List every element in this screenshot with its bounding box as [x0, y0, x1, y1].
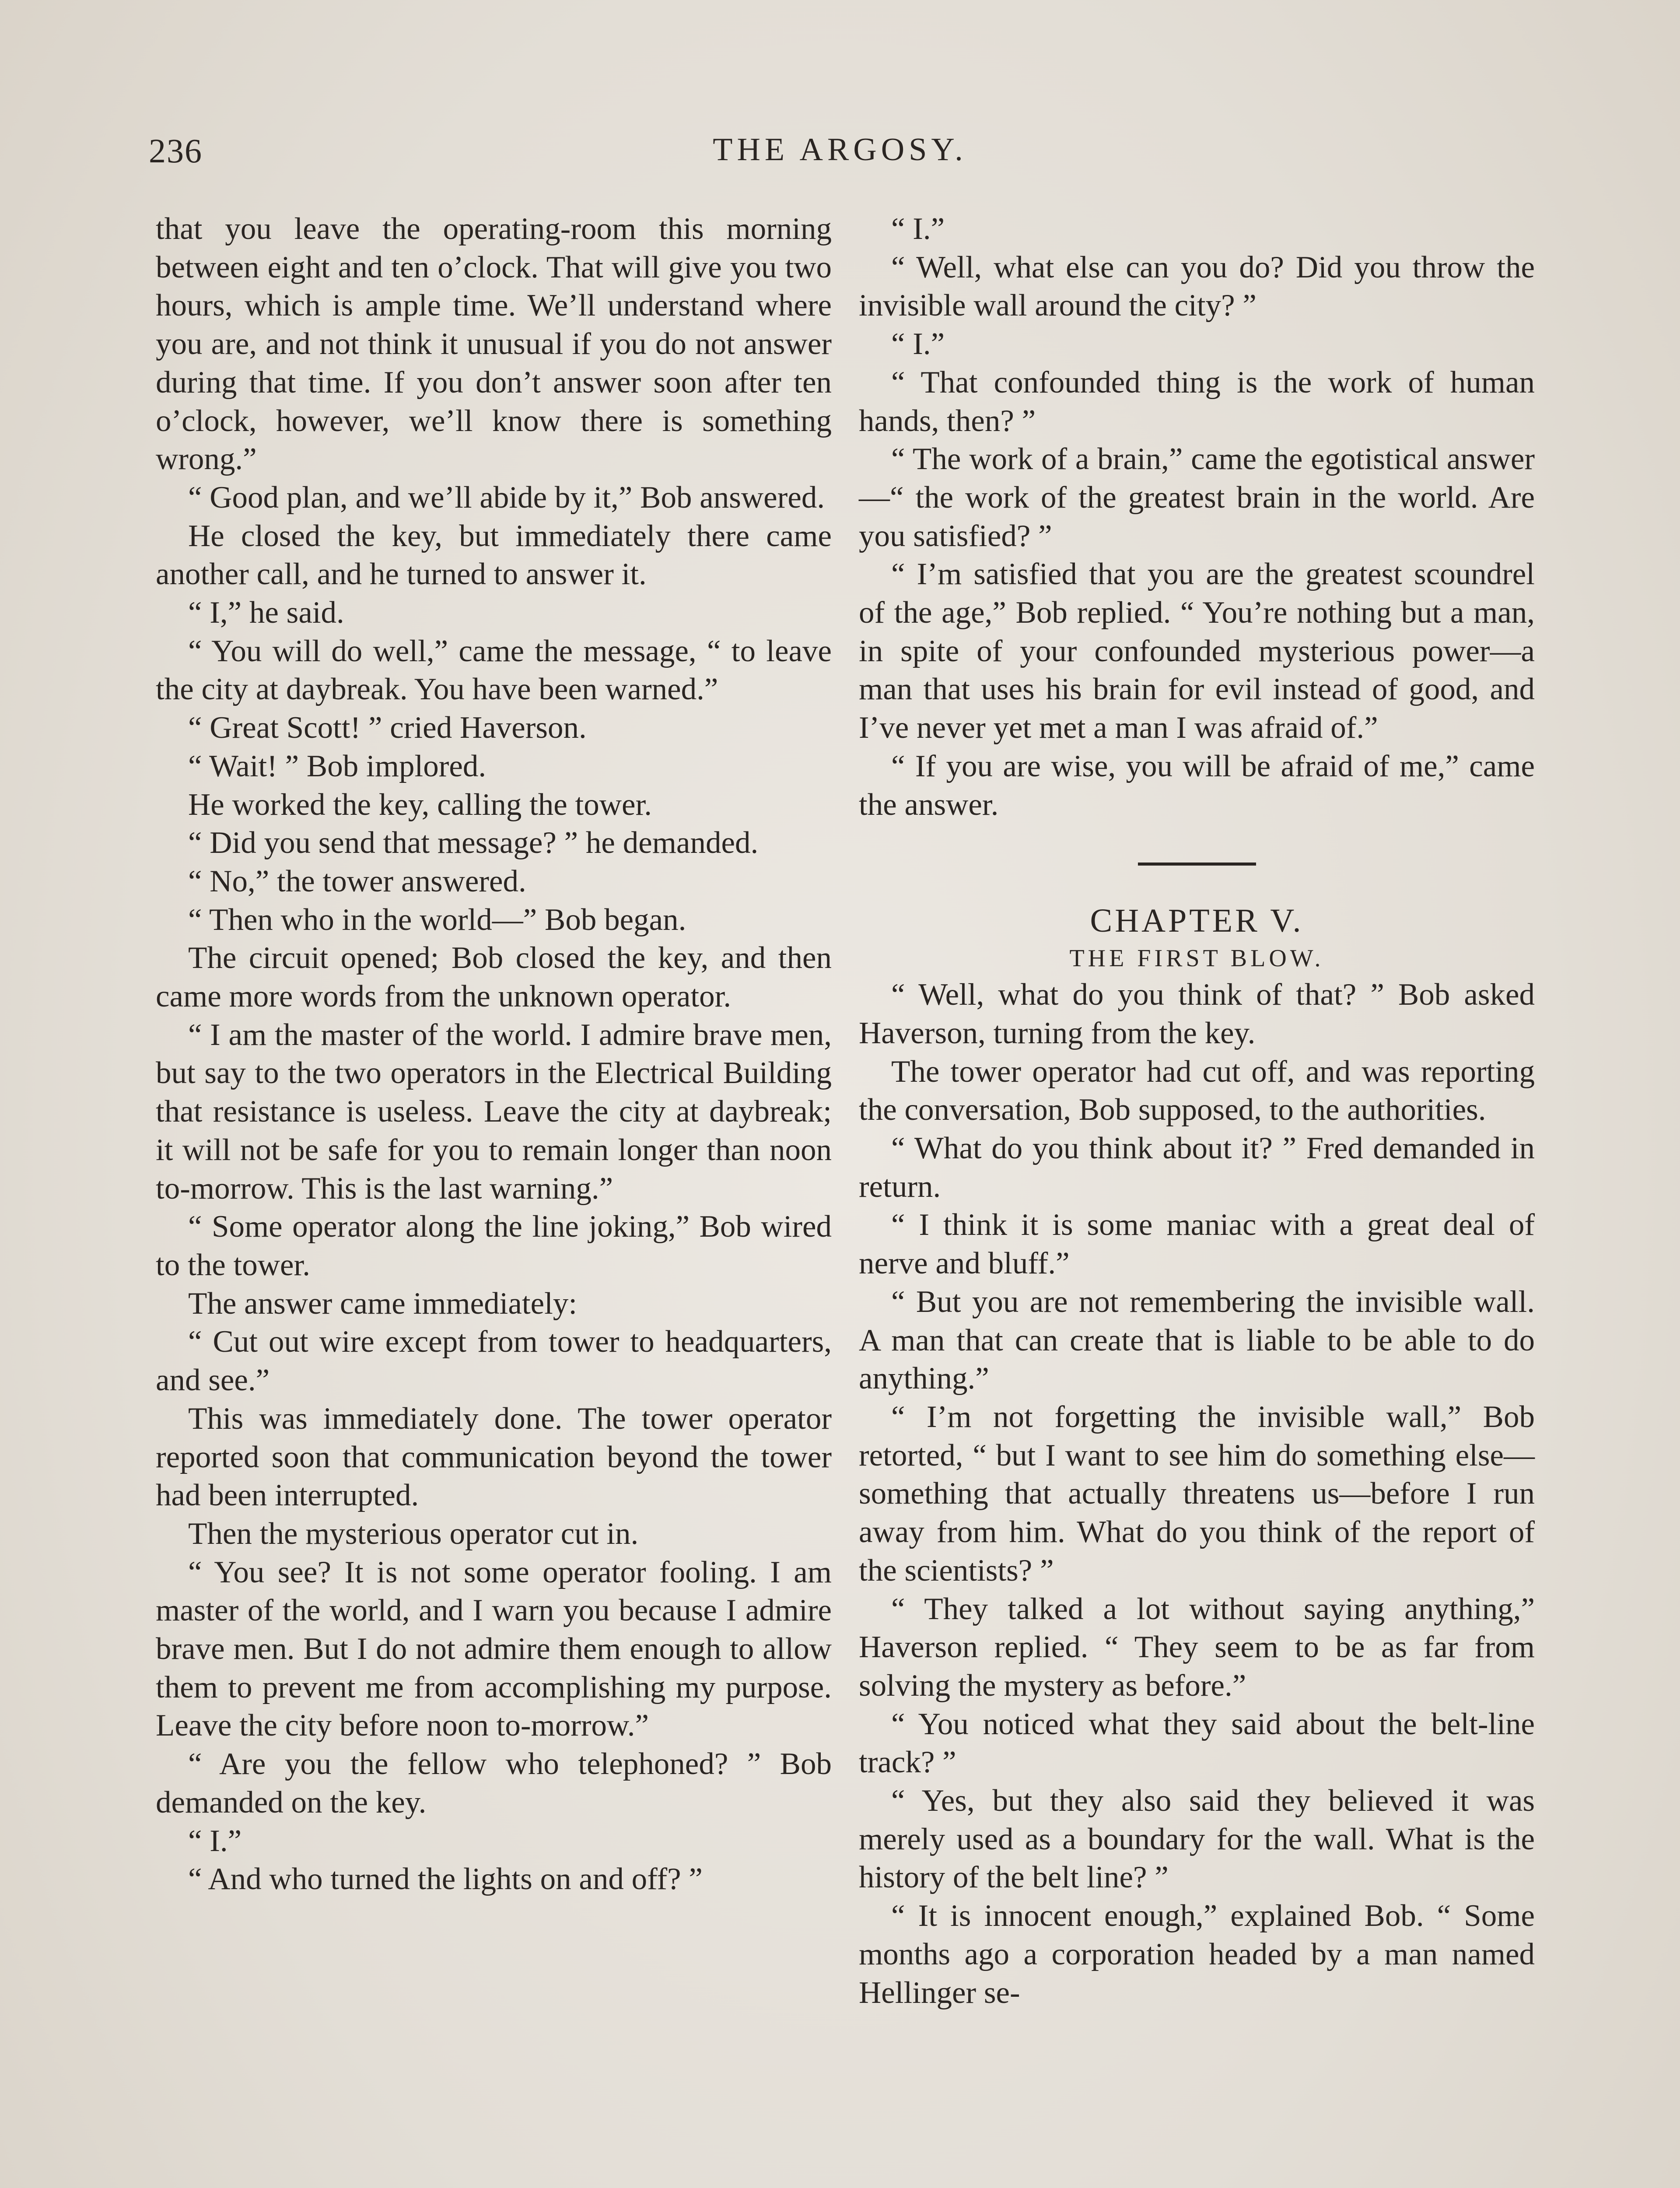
paragraph: “ You noticed what they said about the belt-line track? ” — [859, 1707, 1535, 1780]
paragraph: “ I.” — [891, 327, 945, 361]
paragraph: “ I am the master of the world. I admire brave men, but say to the two operators in the Electrical Building that resistance is useless. Leave the city at daybreak; it will not be safe for you to remain longer than noon to-morrow. This is the last warning.” — [156, 1017, 832, 1206]
left-text-column — [156, 210, 832, 1899]
paragraph: The answer came immediately: — [188, 1286, 578, 1321]
paragraph: “ I.” — [188, 1823, 242, 1858]
paragraph: This was immediately done. The tower operator reported soon that communication beyond the tower had been interrupted. — [156, 1401, 832, 1513]
paragraph: “ Great Scott! ” cried Haverson. — [188, 711, 587, 745]
paragraph: “ You will do well,” came the message, “ to leave the city at daybreak. You have been warned.” — [156, 634, 832, 707]
paragraph: “ Well, what do you think of that? ” Bob asked Haverson, turning from the key. — [859, 978, 1535, 1050]
chapter-divider-rule — [1138, 863, 1256, 866]
paragraph: “ The work of a brain,” came the egotistical answer—“ the work of the greatest brain in the world. Are you satisfied? ” — [859, 442, 1535, 553]
paragraph: “ That confounded thing is the work of human hands, then? ” — [859, 365, 1535, 438]
paragraph: “ But you are not remembering the invisible wall. A man that can create that is liable to be able to do anything.” — [859, 1284, 1535, 1396]
paragraph: that you leave the operating-room this morning between eight and ten o’clock. That will give you two hours, which is ample time. We’ll understand where you are, and not think it unusual if you do not answer during that time. If you don’t answer soon after ten o’clock, however, we’ll know there is something wrong.” — [156, 212, 832, 477]
paragraph: “ What do you think about it? ” Fred demanded in return. — [859, 1131, 1535, 1204]
paragraph: “ It is innocent enough,” explained Bob. “ Some months ago a corporation headed by a man named Hellinger se- — [859, 1899, 1535, 2010]
paragraph: “ Yes, but they also said they believed it was merely used as a boundary for the wall. What is the history of the belt line? ” — [859, 1784, 1535, 1895]
paragraph: “ I.” — [891, 212, 945, 246]
paragraph: “ Good plan, and we’ll abide by it,” Bob answered. — [188, 480, 825, 515]
paragraph: The circuit opened; Bob closed the key, and then came more words from the unknown operator. — [156, 941, 832, 1014]
paragraph: “ I’m satisfied that you are the greatest scoundrel of the age,” Bob replied. “ You’re nothing but a man, in spite of your confounded mysterious power—a man that uses his brain for evil instead of good, and I’ve never yet met a man I was afraid of.” — [859, 557, 1535, 745]
right-column-bottom-text — [859, 976, 1535, 2012]
paragraph: He closed the key, but immediately there came another call, and he turned to answer it. — [156, 519, 832, 592]
right-column-top-text — [859, 210, 1535, 824]
paragraph: Then the mysterious operator cut in. — [188, 1516, 639, 1551]
paragraph: He worked the key, calling the tower. — [188, 787, 652, 822]
paragraph: “ I’m not forgetting the invisible wall,” Bob retorted, “ but I want to see him do something else—something that actually threatens us—before I run away from him. What do you think of the report of the scientists? ” — [859, 1399, 1535, 1588]
paragraph: “ They talked a lot without saying anything,” Haverson replied. “ They seem to be as far from solving the mystery as before.” — [859, 1592, 1535, 1703]
paragraph: “ Some operator along the line joking,” Bob wired to the tower. — [156, 1210, 832, 1282]
paragraph: “ Well, what else can you do? Did you throw the invisible wall around the city? ” — [859, 250, 1535, 323]
paragraph: The tower operator had cut off, and was reporting the conversation, Bob supposed, to the authorities. — [859, 1054, 1535, 1127]
paragraph: “ I,” he said. — [188, 596, 344, 630]
paragraph: “ You see? It is not some operator fooling. I am master of the world, and I warn you because I admire brave men. But I do not admire them enough to allow them to prevent me from accomplishing my purpose. Leave the city before noon to-morrow.” — [156, 1555, 832, 1743]
paragraph: “ And who turned the lights on and off? ” — [188, 1862, 703, 1897]
page-header — [149, 131, 1531, 179]
paragraph: “ I think it is some maniac with a great deal of nerve and bluff.” — [859, 1208, 1535, 1281]
paragraph: “ No,” the tower answered. — [188, 864, 526, 898]
chapter-title: CHAPTER V. — [1090, 902, 1304, 940]
paragraph: “ Wait! ” Bob implored. — [188, 749, 486, 783]
paragraph: “ If you are wise, you will be afraid of me,” came the answer. — [859, 749, 1535, 822]
paragraph: “ Did you send that message? ” he demanded. — [188, 826, 759, 860]
page-number: 236 — [149, 132, 203, 170]
running-head: THE ARGOSY. — [713, 132, 967, 168]
right-text-column — [859, 210, 1535, 2012]
paragraph: “ Are you the fellow who telephoned? ” Bob demanded on the key. — [156, 1747, 832, 1820]
chapter-subtitle: THE FIRST BLOW. — [1069, 945, 1324, 972]
paragraph: “ Cut out wire except from tower to headquarters, and see.” — [156, 1325, 832, 1398]
paragraph: “ Then who in the world—” Bob began. — [188, 902, 686, 937]
